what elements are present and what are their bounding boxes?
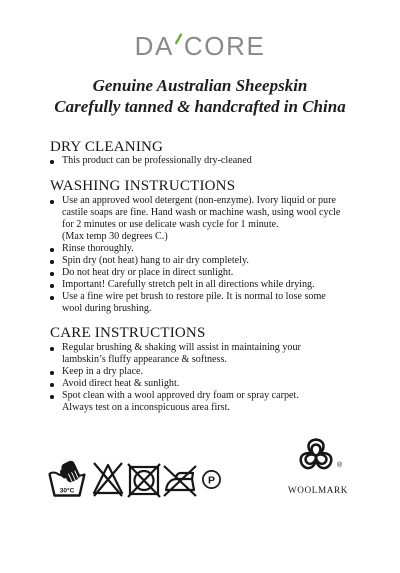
bullet-dot xyxy=(50,395,54,399)
list-item xyxy=(0,342,400,366)
item-line: wool during brushing. xyxy=(62,303,152,314)
tagline-manufacture: Carefully tanned & handcrafted in China xyxy=(54,97,346,116)
item-line: castile soaps are fine. Hand wash or machine wash, using wool cycle xyxy=(62,207,341,218)
bullet-dot xyxy=(50,284,54,288)
hand-wash-icon xyxy=(47,460,87,498)
woolmark-wordmark: WOOLMARK xyxy=(288,485,348,495)
list-item xyxy=(0,291,400,315)
do-not-iron-icon xyxy=(161,463,199,497)
washing-instructions-list xyxy=(0,195,400,315)
wool-loop xyxy=(298,449,320,470)
bullet-dot xyxy=(50,260,54,264)
list-item xyxy=(0,378,400,390)
list-item xyxy=(0,255,400,267)
item-line: Always test on a inconspicuous area first. xyxy=(62,402,230,413)
logo-text-left: DA xyxy=(134,31,174,61)
dry-clean-letter: P xyxy=(207,474,216,487)
wash-temperature-label: 30°C xyxy=(59,487,75,495)
item-line: This product can be professionally dry-cleaned xyxy=(62,155,252,166)
bullet-dot xyxy=(50,371,54,375)
logo-accent-mark-icon xyxy=(174,33,183,55)
list-item xyxy=(0,243,400,255)
bullet-dot xyxy=(50,248,54,252)
dry-cleaning-heading: DRY CLEANING xyxy=(50,139,164,155)
list-item xyxy=(0,390,400,414)
item-line: Regular brushing & shaking will assist in maintaining your xyxy=(62,342,301,353)
washing-instructions-heading: WASHING INSTRUCTIONS xyxy=(50,178,236,194)
list-item xyxy=(0,155,400,167)
list-item xyxy=(0,195,400,243)
item-line: (Max temp 30 degrees C.) xyxy=(62,231,168,242)
bullet-dot xyxy=(50,160,54,164)
item-line: Use a fine wire pet brush to restore pile. It is normal to lose some xyxy=(62,291,326,302)
cross-lines xyxy=(128,464,160,497)
list-item xyxy=(0,366,400,378)
list-item xyxy=(0,279,400,291)
item-line: Avoid direct heat & sunlight. xyxy=(62,378,180,389)
item-line: lambskin’s fluffy appearance & softness. xyxy=(62,354,227,365)
tagline-block xyxy=(0,75,400,117)
do-not-bleach-icon xyxy=(91,461,125,497)
tagline-origin: Genuine Australian Sheepskin xyxy=(92,76,308,95)
care-instructions-list xyxy=(0,342,400,414)
do-not-tumble-dry-icon xyxy=(127,462,161,498)
bullet-dot xyxy=(50,347,54,351)
bullet-dot xyxy=(50,200,54,204)
hand-shape xyxy=(57,459,81,485)
item-line: Spot clean with a wool approved dry foam or spray carpet. xyxy=(62,390,299,401)
bullet-dot xyxy=(50,272,54,276)
item-line: for 2 minutes or use delicate wash cycle for 1 minute. xyxy=(62,219,279,230)
registered-mark: ® xyxy=(337,462,343,469)
item-line: Do not heat dry or place in direct sunlight. xyxy=(62,267,234,278)
brand-logo xyxy=(0,33,400,59)
list-item xyxy=(0,267,400,279)
bullet-dot xyxy=(50,296,54,300)
item-line: Use an approved wool detergent (non-enzyme). Ivory liquid or pure xyxy=(62,195,336,206)
bullet-dot xyxy=(50,383,54,387)
accent-stroke xyxy=(176,35,181,44)
care-instructions-heading: CARE INSTRUCTIONS xyxy=(50,325,206,341)
item-line: Keep in a dry place. xyxy=(62,366,143,377)
wool-ball xyxy=(298,440,334,471)
woolmark-logo-icon xyxy=(296,435,336,475)
dry-cleaning-list xyxy=(0,155,400,167)
item-line: Rinse thoroughly. xyxy=(62,243,134,254)
logo-text-right: CORE xyxy=(183,31,266,61)
dry-clean-p-icon xyxy=(201,469,222,490)
item-line: Important! Carefully stretch pelt in all directions while drying. xyxy=(62,279,315,290)
cross-lines xyxy=(94,463,122,496)
item-line: Spin dry (not heat) hang to air dry completely. xyxy=(62,255,249,266)
